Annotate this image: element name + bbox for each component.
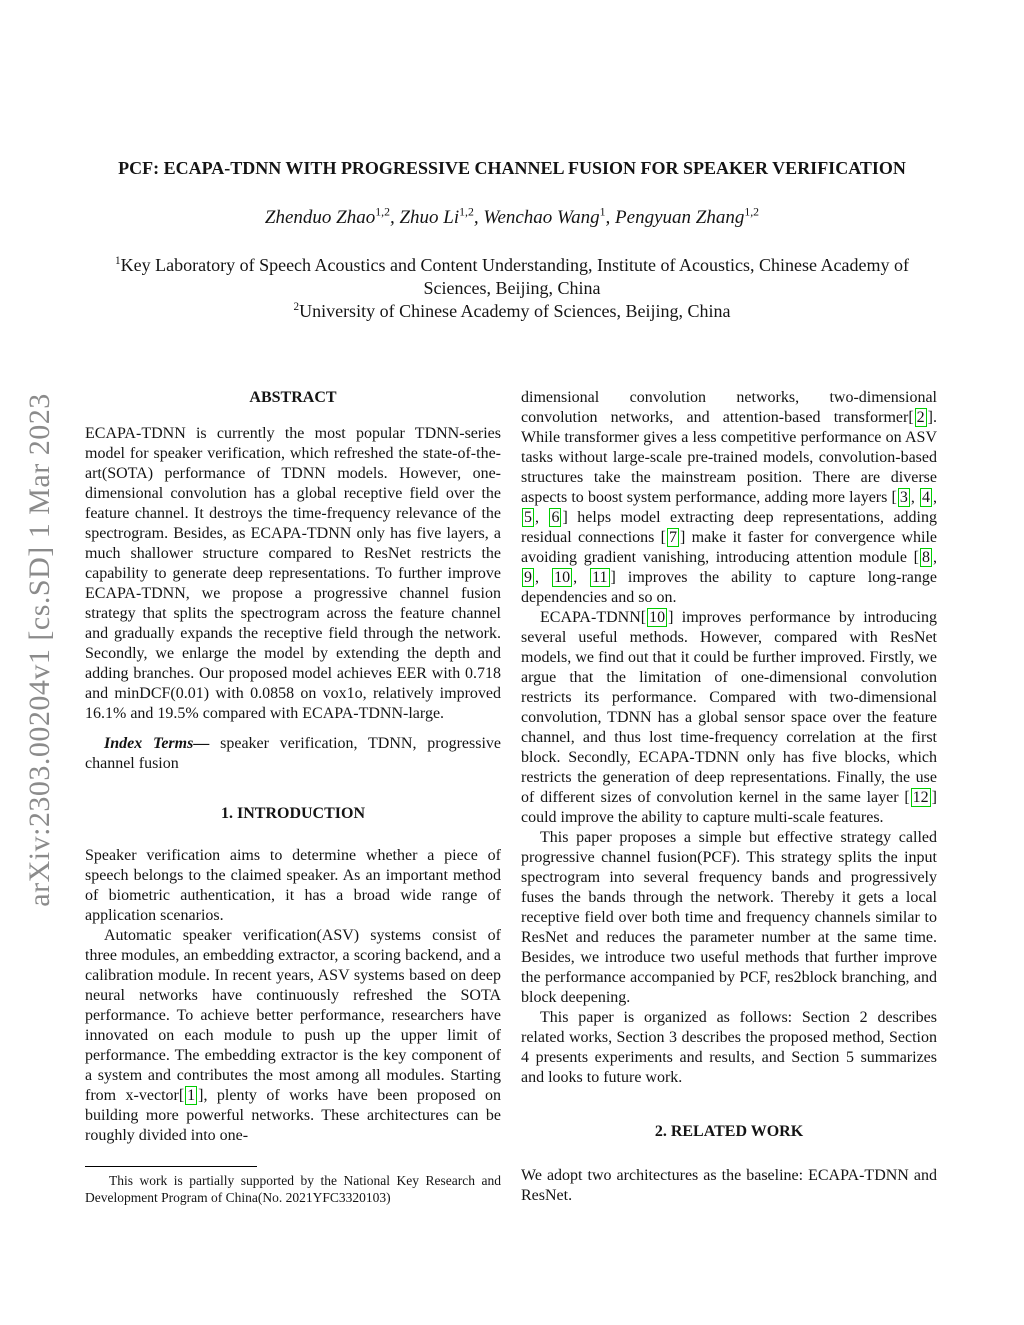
citation-link[interactable]: 10: [649, 609, 666, 626]
affiliation-1: $^1$Key Laboratory of Speech Acoustics and Content Understanding, Institute of Acoustics, Chinese Academy of Sciences, Beijing, China: [115, 255, 909, 298]
superscript: 2: [293, 301, 300, 313]
superscript: 1: [599, 205, 606, 219]
section-heading-introduction: 1. INTRODUCTION: [220, 805, 365, 822]
index-terms-label: Index Terms—: [104, 735, 210, 752]
section-heading-related-work: 2. RELATED WORK: [654, 1123, 804, 1140]
superscript: 1,2: [375, 205, 390, 219]
paragraph-intro-4: ECAPA-TDNN[ 10 ] improves performance by introducing several useful methods. However, compared with ResNet models, we find out that it could be further improved. Firstly, we argue that the limitation of one-dimensional convolution restricts its performance. Compared with two-dimensional convolution, TDNN has a global sensor space over the feature channel, and thus lost time-frequency correlation at the first block. Secondly, ECAPA-TDNN only has five blocks, which restricts the generation of deep representations. Finally, the use of different sizes of convolution kernel in the same layer [ 12 ] could improve the ability to capture multi-scale features.: [521, 609, 937, 826]
abstract-body: ECAPA-TDNN is currently the most popular TDNN-series model for speaker verification, which refreshed the state-of-the-art(SOTA) performance of TDNN models. However, one-dimensional convolution has a global receptive field over the feature channel. It destroys the time-frequency relevance of the spectrogram. Besides, as ECAPA-TDNN only has five layers, a much shallower structure compared to ResNet restricts the capability to generate deep representations. To further improve ECAPA-TDNN, we propose a progressive channel fusion strategy that splits the spectrogram across the feature channel and gradually expands the receptive field through the network. Secondly, we enlarge the model by extending the depth and adding branches. Our proposed model achieves EER with 0.718 and minDCF(0.01) with 0.0858 on vox1o, relatively improved 16.1% and 19.5% compared with ECAPA-TDNN-large.: [85, 425, 501, 722]
citation-link[interactable]: 11: [592, 569, 608, 586]
paragraph-intro-2: Automatic speaker verification(ASV) systems consist of three modules, an embedding extractor, a scoring backend, and a calibration module. In recent years, ASV systems based on deep neural networks have continuously refreshed the SOTA performance. To achieve better performance, researchers have innovated on each module to push up the upper limit of performance. The embedding extractor is the key component of a system and contributes the most among all modules. Starting from x-vector[ 1 ], plenty of works have been proposed on building more powerful networks. These architectures can be roughly divided into one-: [85, 927, 501, 1144]
citation-link[interactable]: 9: [524, 569, 532, 586]
citation-link[interactable]: 2: [916, 409, 925, 426]
footnote: [85, 1166, 501, 1206]
paragraph-intro-6: This paper is organized as follows: Section 2 describes related works, Section 3 describes the proposed method, Section 4 presents experiments and results, and Section 5 summarizes and looks to future work.: [521, 1009, 937, 1086]
superscript: 1,2: [459, 205, 474, 219]
footnote-text: This work is partially supported by the National Key Research and Development Program of China(No. 2021YFC3320103): [85, 1173, 501, 1205]
citation-link[interactable]: 5: [524, 509, 532, 526]
citation-link[interactable]: 12: [912, 789, 929, 806]
citation-link[interactable]: 1: [187, 1087, 196, 1104]
arxiv-watermark: arXiv:2303.00204v1 [cs.SD] 1 Mar 2023: [23, 393, 56, 907]
index-terms-text: speaker verification, TDNN, progressive channel fusion: [85, 735, 501, 772]
citation-link[interactable]: 7: [669, 529, 678, 546]
paragraph-related-work-1: We adopt two architectures as the baseline: ECAPA-TDNN and ResNet.: [521, 1167, 937, 1204]
left-column: [85, 388, 501, 1146]
paragraph-intro-3: dimensional convolution networks, two-dimensional convolution networks, and attention-based transformer[ 2 ]. While transformer gives a less competitive performance on ASV tasks without large-scale pre-trained models, convolution-based structures take the mainstream position. There are diverse aspects to boost system performance, adding more layers [ 3 , 4 , 5 , 6 ] helps model extracting deep representations, adding residual connections [ 7 ] make it faster for convergence while avoiding gradient vanishing, introducing attention module [ 8 , 9 , 10 , 11 ] improves the ability to capture long-range dependencies and so on.: [521, 389, 938, 606]
footnote-rule: [85, 1166, 257, 1167]
paragraph-intro-1: Speaker verification aims to determine whether a piece of speech belongs to the claimed speaker. As an important method of biometric authentication, it has a broad wide range of application scenarios.: [85, 847, 501, 924]
abstract-heading: ABSTRACT: [249, 389, 337, 406]
paper-title: PCF: ECAPA-TDNN WITH PROGRESSIVE CHANNEL FUSION FOR SPEAKER VERIFICATION: [118, 158, 906, 178]
affiliations: [0, 254, 1024, 323]
superscript: 1: [115, 255, 121, 267]
citation-link[interactable]: 10: [554, 569, 571, 586]
affiliation-2: $^2$University of Chinese Academy of Sciences, Beijing, China: [293, 301, 731, 321]
author-line: Zhenduo Zhao$^{1,2}$, Zhuo Li$^{1,2}$, Wenchao Wang$^1$, Pengyuan Zhang$^{1,2}$: [264, 205, 760, 228]
citation-link[interactable]: 3: [899, 489, 908, 506]
index-terms: [85, 734, 501, 774]
right-column: [521, 388, 937, 1206]
citation-link[interactable]: 4: [922, 489, 931, 506]
paragraph-intro-5: This paper proposes a simple but effective strategy called progressive channel fusion(PCF). This strategy splits the input spectrogram into several frequency bands and progressively fuses the bands through the network. Thereby it gets a local receptive field over both time and frequency channels similar to ResNet and reduces the parameter number at the same time. Besides, we introduce two useful methods that further improve the performance accompanied by PCF, res2block branching, and block deepening.: [521, 829, 937, 1006]
citation-link[interactable]: 8: [922, 549, 930, 566]
citation-link[interactable]: 6: [551, 509, 560, 526]
superscript: 1,2: [744, 205, 760, 219]
paper-header: [0, 156, 1024, 323]
